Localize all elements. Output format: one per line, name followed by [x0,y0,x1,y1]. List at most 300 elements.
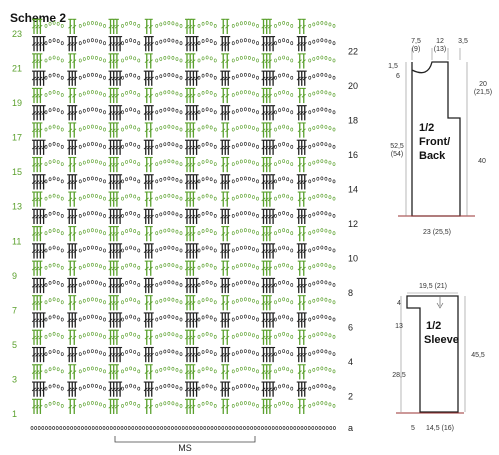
chain-stitch [283,246,285,249]
chain-stitch [283,332,285,335]
chain-stitch [45,76,47,79]
chain-stitch [244,401,246,404]
chain-stitch [89,426,91,429]
chain-stitch [287,426,289,429]
chain-stitch [134,402,136,405]
chain-stitch [232,301,234,304]
chain-stitch [164,91,166,94]
chain-stitch [99,316,101,319]
chain-stitch [321,39,323,42]
chain-stitch [309,370,311,373]
chain-stitch [248,333,250,336]
chain-stitch [53,350,55,353]
chain-stitch [45,128,47,131]
chain-stitch [91,90,93,93]
chain-stitch [309,353,311,356]
chain-stitch [172,281,174,284]
chain-stitch [210,91,212,94]
chain-stitch [49,91,51,94]
row-number-right: 18 [348,115,359,126]
chain-stitch [176,368,178,371]
chain-stitch [168,21,170,24]
chain-stitch [236,282,238,285]
chain-stitch [176,403,178,406]
chain-stitch [240,160,242,163]
chain-stitch [206,108,208,111]
chain-stitch [179,426,181,429]
chain-stitch [156,163,158,166]
chain-stitch [121,111,123,114]
chain-stitch [333,387,335,390]
chain-stitch [278,178,280,181]
chain-stitch [206,367,208,370]
chain-stitch [321,350,323,353]
chain-stitch [325,264,327,267]
chain-stitch [252,144,254,147]
chain-stitch [325,143,327,146]
chain-stitch [244,384,246,387]
chain-stitch [172,212,174,215]
chain-stitch [172,350,174,353]
chain-stitch [61,180,63,183]
ms-bracket [115,436,255,442]
chain-stitch [313,265,315,268]
chain-stitch [87,39,89,42]
chain-stitch [164,350,166,353]
chain-stitch [278,160,280,163]
chain-stitch [103,163,105,166]
chain-stitch [130,315,132,318]
row-number-left: 7 [12,305,18,316]
chain-stitch [95,125,97,128]
chain-stitch [121,249,123,252]
chain-stitch [53,384,55,387]
chain-stitch [121,318,123,321]
chain-stitch [95,194,97,197]
chain-stitch [214,335,216,338]
chain-stitch [121,387,123,390]
chain-stitch [240,194,242,197]
chain-stitch [85,426,87,429]
chain-stitch [92,426,94,429]
chain-stitch [202,91,204,94]
sleeve-outline [407,296,458,412]
chain-stitch [214,93,216,96]
chain-stitch [325,367,327,370]
chain-stitch [278,109,280,112]
chain-stitch [283,280,285,283]
chain-stitch [321,90,323,93]
chain-stitch [135,426,137,429]
chain-stitch [317,56,319,59]
chain-stitch [309,59,311,62]
chain-stitch [103,111,105,114]
chain-stitch [283,298,285,301]
chain-stitch [291,128,293,131]
chain-stitch [244,194,246,197]
chain-stitch [313,334,315,337]
chain-stitch [287,299,289,302]
chain-stitch [172,264,174,267]
chain-stitch [236,23,238,26]
chain-stitch [232,93,234,96]
chain-stitch [329,299,331,302]
chain-stitch [325,125,327,128]
chain-stitch [138,301,140,304]
chain-stitch [202,143,204,146]
chain-stitch [95,39,97,42]
chain-stitch [168,142,170,145]
chain-stitch [248,108,250,111]
chain-stitch [236,213,238,216]
chain-stitch [232,318,234,321]
chain-stitch [206,56,208,59]
chain-stitch [79,197,81,200]
chain-stitch [333,232,335,235]
chain-stitch [248,264,250,267]
chain-stitch [87,281,89,284]
chain-stitch [229,426,231,429]
chain-stitch [49,74,51,77]
chain-stitch [57,281,59,284]
chain-stitch [83,40,85,43]
chain-stitch [274,59,276,62]
chain-stitch [176,92,178,95]
chain-stitch [57,229,59,232]
chain-stitch [206,350,208,353]
chain-stitch [134,212,136,215]
chain-stitch [176,230,178,233]
chain-stitch [95,74,97,77]
chain-stitch [150,426,152,429]
row-number-right: 8 [348,288,354,299]
chain-stitch [283,211,285,214]
chain-stitch [313,92,315,95]
chain-stitch [244,298,246,301]
chain-stitch [317,298,319,301]
chain-stitch [232,214,234,217]
chain-stitch [83,386,85,389]
row-number-right: 10 [348,253,359,264]
chain-stitch [243,426,245,429]
chain-stitch [168,56,170,59]
chain-stitch [138,318,140,321]
chain-stitch [168,90,170,93]
chain-stitch [198,318,200,321]
chain-stitch [202,316,204,319]
chain-stitch [53,367,55,370]
chain-stitch [125,368,127,371]
chain-stitch [103,145,105,148]
chain-stitch [176,126,178,129]
chain-stitch [53,90,55,93]
chain-stitch [291,76,293,79]
chain-stitch [164,125,166,128]
chain-stitch [49,39,51,42]
chain-stitch [168,229,170,232]
chain-stitch [276,426,278,429]
chain-stitch [287,264,289,267]
chain-stitch [248,402,250,405]
chain-stitch [313,109,315,112]
chain-stitch [287,74,289,77]
chain-stitch [143,426,145,429]
chain-stitch [291,42,293,45]
chain-stitch [197,426,199,429]
chain-stitch [168,125,170,128]
chain-stitch [309,404,311,407]
chain-stitch [87,402,89,405]
chain-stitch [103,197,105,200]
chain-stitch [333,426,335,429]
row-number-right: 12 [348,219,359,229]
chain-stitch [176,109,178,112]
chain-stitch [283,263,285,266]
chain-stitch [317,74,319,77]
chain-stitch [103,404,105,407]
chain-stitch [240,315,242,318]
chain-stitch [45,353,47,356]
chain-stitch [206,280,208,283]
chain-stitch [325,39,327,42]
chain-stitch [96,426,98,429]
chain-stitch [61,266,63,269]
chain-stitch [57,368,59,371]
chain-stitch [125,195,127,198]
chain-stitch [79,266,81,269]
chain-stitch [83,196,85,199]
chain-stitch [333,283,335,286]
chain-stitch [79,145,81,148]
chain-stitch [251,426,253,429]
chain-stitch [248,194,250,197]
chain-stitch [329,334,331,337]
chain-stitch [180,59,182,62]
chain-stitch [180,249,182,252]
chain-stitch [325,402,327,405]
chain-stitch [125,402,127,405]
chain-stitch [157,426,159,429]
chain-stitch [248,160,250,163]
chain-stitch [172,402,174,405]
chain-stitch [325,333,327,336]
sleeve-dim-upper: 13 [395,323,403,330]
chain-stitch [49,57,51,60]
chain-stitch [274,249,276,252]
chain-stitch [202,368,204,371]
chain-stitch [49,126,51,129]
chain-stitch [206,160,208,163]
chain-stitch [79,301,81,304]
chain-stitch [49,402,51,405]
chain-stitch [202,299,204,302]
chain-stitch [287,368,289,371]
chain-stitch [164,177,166,180]
chain-stitch [138,232,140,235]
chain-stitch [329,40,331,43]
chain-stitch [103,232,105,235]
dim-neck-width: 12 [436,38,444,45]
chain-stitch [83,109,85,112]
chain-stitch [83,368,85,371]
chain-stitch [313,299,315,302]
chain-stitch [274,387,276,390]
chain-stitch [99,368,101,371]
chain-stitch [256,145,258,148]
chain-stitch [83,230,85,233]
chain-stitch [103,76,105,79]
chain-stitch [256,318,258,321]
chain-stitch [53,332,55,335]
sleeve-dim-cuff-width: 14,5 (16) [425,425,455,432]
chain-stitch [252,282,254,285]
row-number-labels [12,29,358,433]
chain-stitch [61,370,63,373]
chain-stitch [130,108,132,111]
chain-stitch [313,247,315,250]
chain-stitch [168,177,170,180]
chain-stitch [313,161,315,164]
chain-stitch [317,212,319,215]
chain-stitch [198,404,200,407]
chain-stitch [95,333,97,336]
chain-stitch [107,426,109,429]
chain-stitch [103,370,105,373]
chain-stitch [206,125,208,128]
chain-stitch [256,266,258,269]
chain-stitch [130,39,132,42]
chain-stitch [79,283,81,286]
chain-stitch [202,264,204,267]
chain-stitch [256,353,258,356]
chain-stitch [103,335,105,338]
chain-stitch [130,263,132,266]
chain-stitch [319,426,321,429]
chain-stitch [172,298,174,301]
chain-stitch [134,281,136,284]
chain-stitch [125,39,127,42]
chain-stitch [232,249,234,252]
chain-stitch [125,57,127,60]
chain-stitch [130,246,132,249]
chain-stitch [214,180,216,183]
chain-stitch [168,211,170,214]
chain-stitch [45,335,47,338]
chain-stitch [206,384,208,387]
chain-stitch [53,108,55,111]
chain-stitch [172,160,174,163]
chain-stitch [206,246,208,249]
chain-stitch [317,367,319,370]
chain-stitch [274,404,276,407]
chain-stitch [45,318,47,321]
chain-stitch [91,160,93,163]
chain-stitch [236,265,238,268]
chain-stitch [168,194,170,197]
chain-stitch [252,213,254,216]
chain-stitch [176,23,178,26]
chain-stitch [180,128,182,131]
chain-stitch [269,426,271,429]
chain-stitch [45,145,47,148]
chain-stitch [61,111,63,114]
chain-stitch [45,163,47,166]
chain-stitch [176,386,178,389]
chain-stitch [333,370,335,373]
dim-width: 23 (25,5) [422,229,452,236]
chain-stitch [156,266,158,269]
chain-stitch [321,56,323,59]
chain-stitch [274,318,276,321]
chain-stitch [198,232,200,235]
chain-stitch [272,426,274,429]
chain-stitch [248,350,250,353]
chain-stitch [329,403,331,406]
chain-stitch [45,59,47,62]
chain-stitch [232,404,234,407]
chain-stitch [291,318,293,321]
chain-stitch [214,370,216,373]
chain-stitch [87,143,89,146]
chain-stitch [160,178,162,181]
chain-stitch [325,229,327,232]
chain-stitch [240,264,242,267]
chain-stitch [329,230,331,233]
chain-stitch [321,194,323,197]
chain-stitch [61,353,63,356]
chain-stitch [103,266,105,269]
chain-stitch [333,128,335,131]
chain-stitch [248,39,250,42]
chain-stitch [134,160,136,163]
chain-stitch [333,404,335,407]
chain-stitch [99,109,101,112]
chain-stitch [317,177,319,180]
chain-stitch [168,426,170,429]
chain-stitch [317,91,319,94]
chain-stitch [61,318,63,321]
chain-stitch [240,125,242,128]
chain-stitch [329,386,331,389]
chain-stitch [125,385,127,388]
chain-stitch [244,332,246,335]
chain-stitch [172,177,174,180]
chain-stitch [313,196,315,199]
chain-stitch [333,59,335,62]
chain-stitch [214,163,216,166]
chain-stitch [210,281,212,284]
chain-stitch [325,350,327,353]
chain-stitch [198,59,200,62]
chain-stitch [291,180,293,183]
chain-stitch [53,298,55,301]
chain-stitch [240,298,242,301]
chain-stitch [79,180,81,183]
chain-stitch [256,111,258,114]
chain-stitch [168,367,170,370]
chain-stitch [176,75,178,78]
chain-stitch [214,24,216,27]
chain-stitch [202,109,204,112]
chain-stitch [283,108,285,111]
chain-stitch [198,249,200,252]
chain-stitch [176,265,178,268]
chain-stitch [138,335,140,338]
chain-stitch [256,76,258,79]
chain-stitch [309,301,311,304]
chain-stitch [79,318,81,321]
chain-stitch [274,370,276,373]
